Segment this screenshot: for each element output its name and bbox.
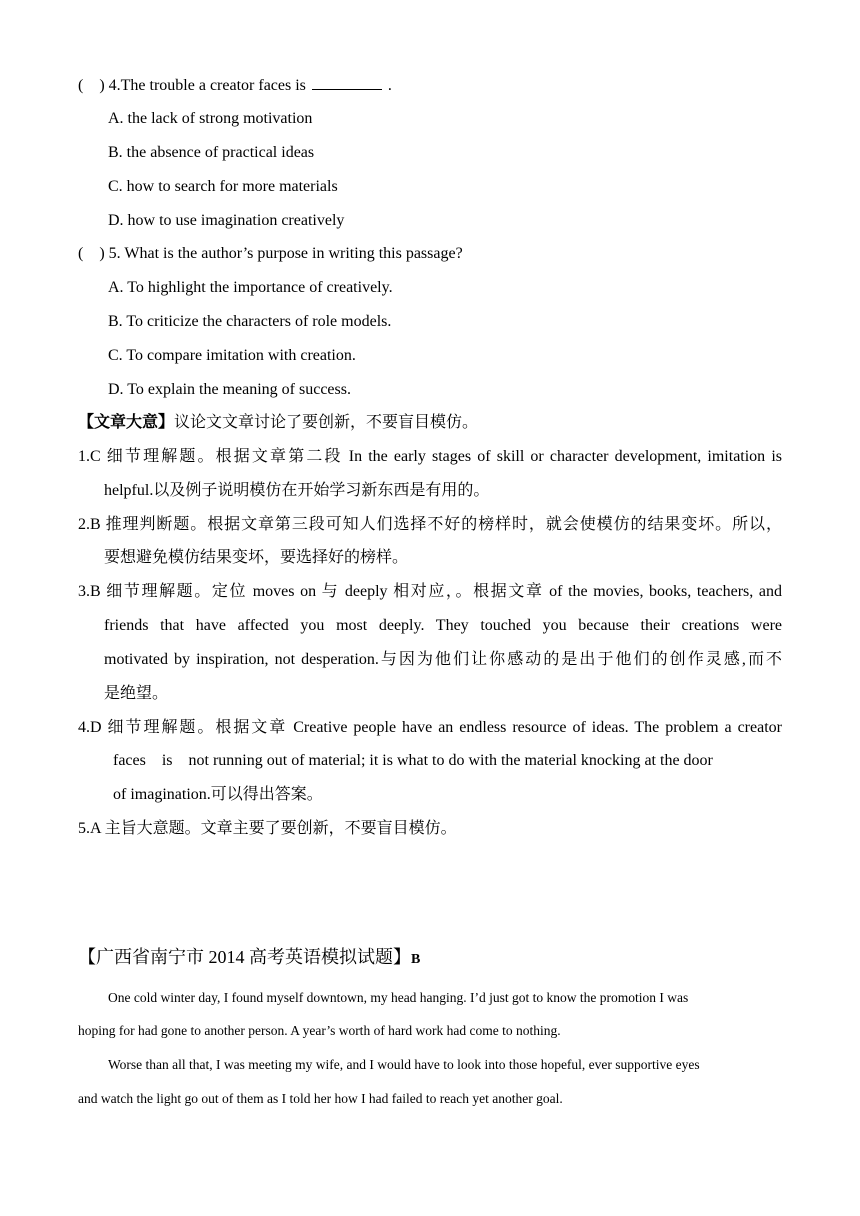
- answer-5-line-1: 5.A 主旨大意题。文章主要了要创新，不要盲目模仿。: [78, 820, 457, 837]
- passage-line-2: hoping for had gone to another person. A year’s worth of hard work had come to nothing.: [78, 1023, 561, 1038]
- question-4-suffix: .: [387, 77, 392, 94]
- summary-text: 议论文文章讨论了要创新，不要盲目模仿。: [174, 414, 479, 431]
- answer-2-line-1: 2.B 推理判断题。根据文章第三段可知人们选择不好的榜样时，就会使模仿的结果变坏。所以，: [78, 516, 782, 533]
- answer-blank: [312, 75, 382, 90]
- section-heading: [78, 946, 420, 971]
- question-5: ( ) 5. What is the author’s purpose in writing this passage?: [78, 245, 463, 262]
- answer-3-line-2: friends that have affected you most deeply. They touched you because their creations were: [104, 617, 782, 634]
- section-title: 【广西省南宁市 2014 高考英语模拟试题】: [78, 947, 411, 967]
- option-a: A. the lack of strong motivation: [108, 110, 313, 127]
- answer-4-line-2: faces is not running out of material; it is what to do with the material knocking at the door: [113, 752, 713, 769]
- option-c: C. To compare imitation with creation.: [108, 347, 356, 364]
- option-d: D. To explain the meaning of success.: [108, 381, 351, 398]
- passage-line-4: and watch the light go out of them as I told her how I had failed to reach yet another goal.: [78, 1091, 563, 1106]
- option-a: A. To highlight the importance of creatively.: [108, 279, 393, 296]
- option-c: C. how to search for more materials: [108, 178, 338, 195]
- answer-1-line-2: helpful.以及例子说明模仿在开始学习新东西是有用的。: [104, 482, 490, 499]
- option-b: B. To criticize the characters of role models.: [108, 313, 392, 330]
- summary-label: 【文章大意】: [78, 414, 175, 431]
- answer-3-line-4: 是绝望。: [104, 685, 169, 702]
- question-4-stem: ( ) 4.The trouble a creator faces is: [78, 77, 306, 94]
- answer-4-line-3: of imagination.可以得出答案。: [113, 786, 323, 803]
- option-d: D. how to use imagination creatively: [108, 212, 345, 229]
- question-4: [78, 75, 392, 96]
- answer-2-line-2: 要想避免模仿结果变坏，要选择好的榜样。: [104, 549, 409, 566]
- passage-line-1: One cold winter day, I found myself downtown, my head hanging. I’d just got to know the promotion I was: [108, 990, 689, 1005]
- article-summary: [78, 413, 478, 433]
- option-b: B. the absence of practical ideas: [108, 144, 315, 161]
- answer-3-line-3: motivated by inspiration, not desperation.与因为他们让你感动的是出于他们的创作灵感,而不: [104, 651, 782, 668]
- answer-1-line-1: 1.C 细节理解题。根据文章第二段 In the early stages of skill or character development, imitation is: [78, 448, 782, 465]
- answer-3-line-1: 3.B 细节理解题。定位 moves on 与 deeply 相对应，。根据文章 of the movies, books, teachers, and: [78, 583, 782, 600]
- passage-line-3: Worse than all that, I was meeting my wife, and I would have to look into those hopeful, ever supportive eyes: [108, 1057, 700, 1072]
- answer-4-line-1: 4.D 细节理解题。根据文章 Creative people have an endless resource of ideas. The problem a creator: [78, 719, 782, 736]
- section-tag: B: [411, 952, 421, 967]
